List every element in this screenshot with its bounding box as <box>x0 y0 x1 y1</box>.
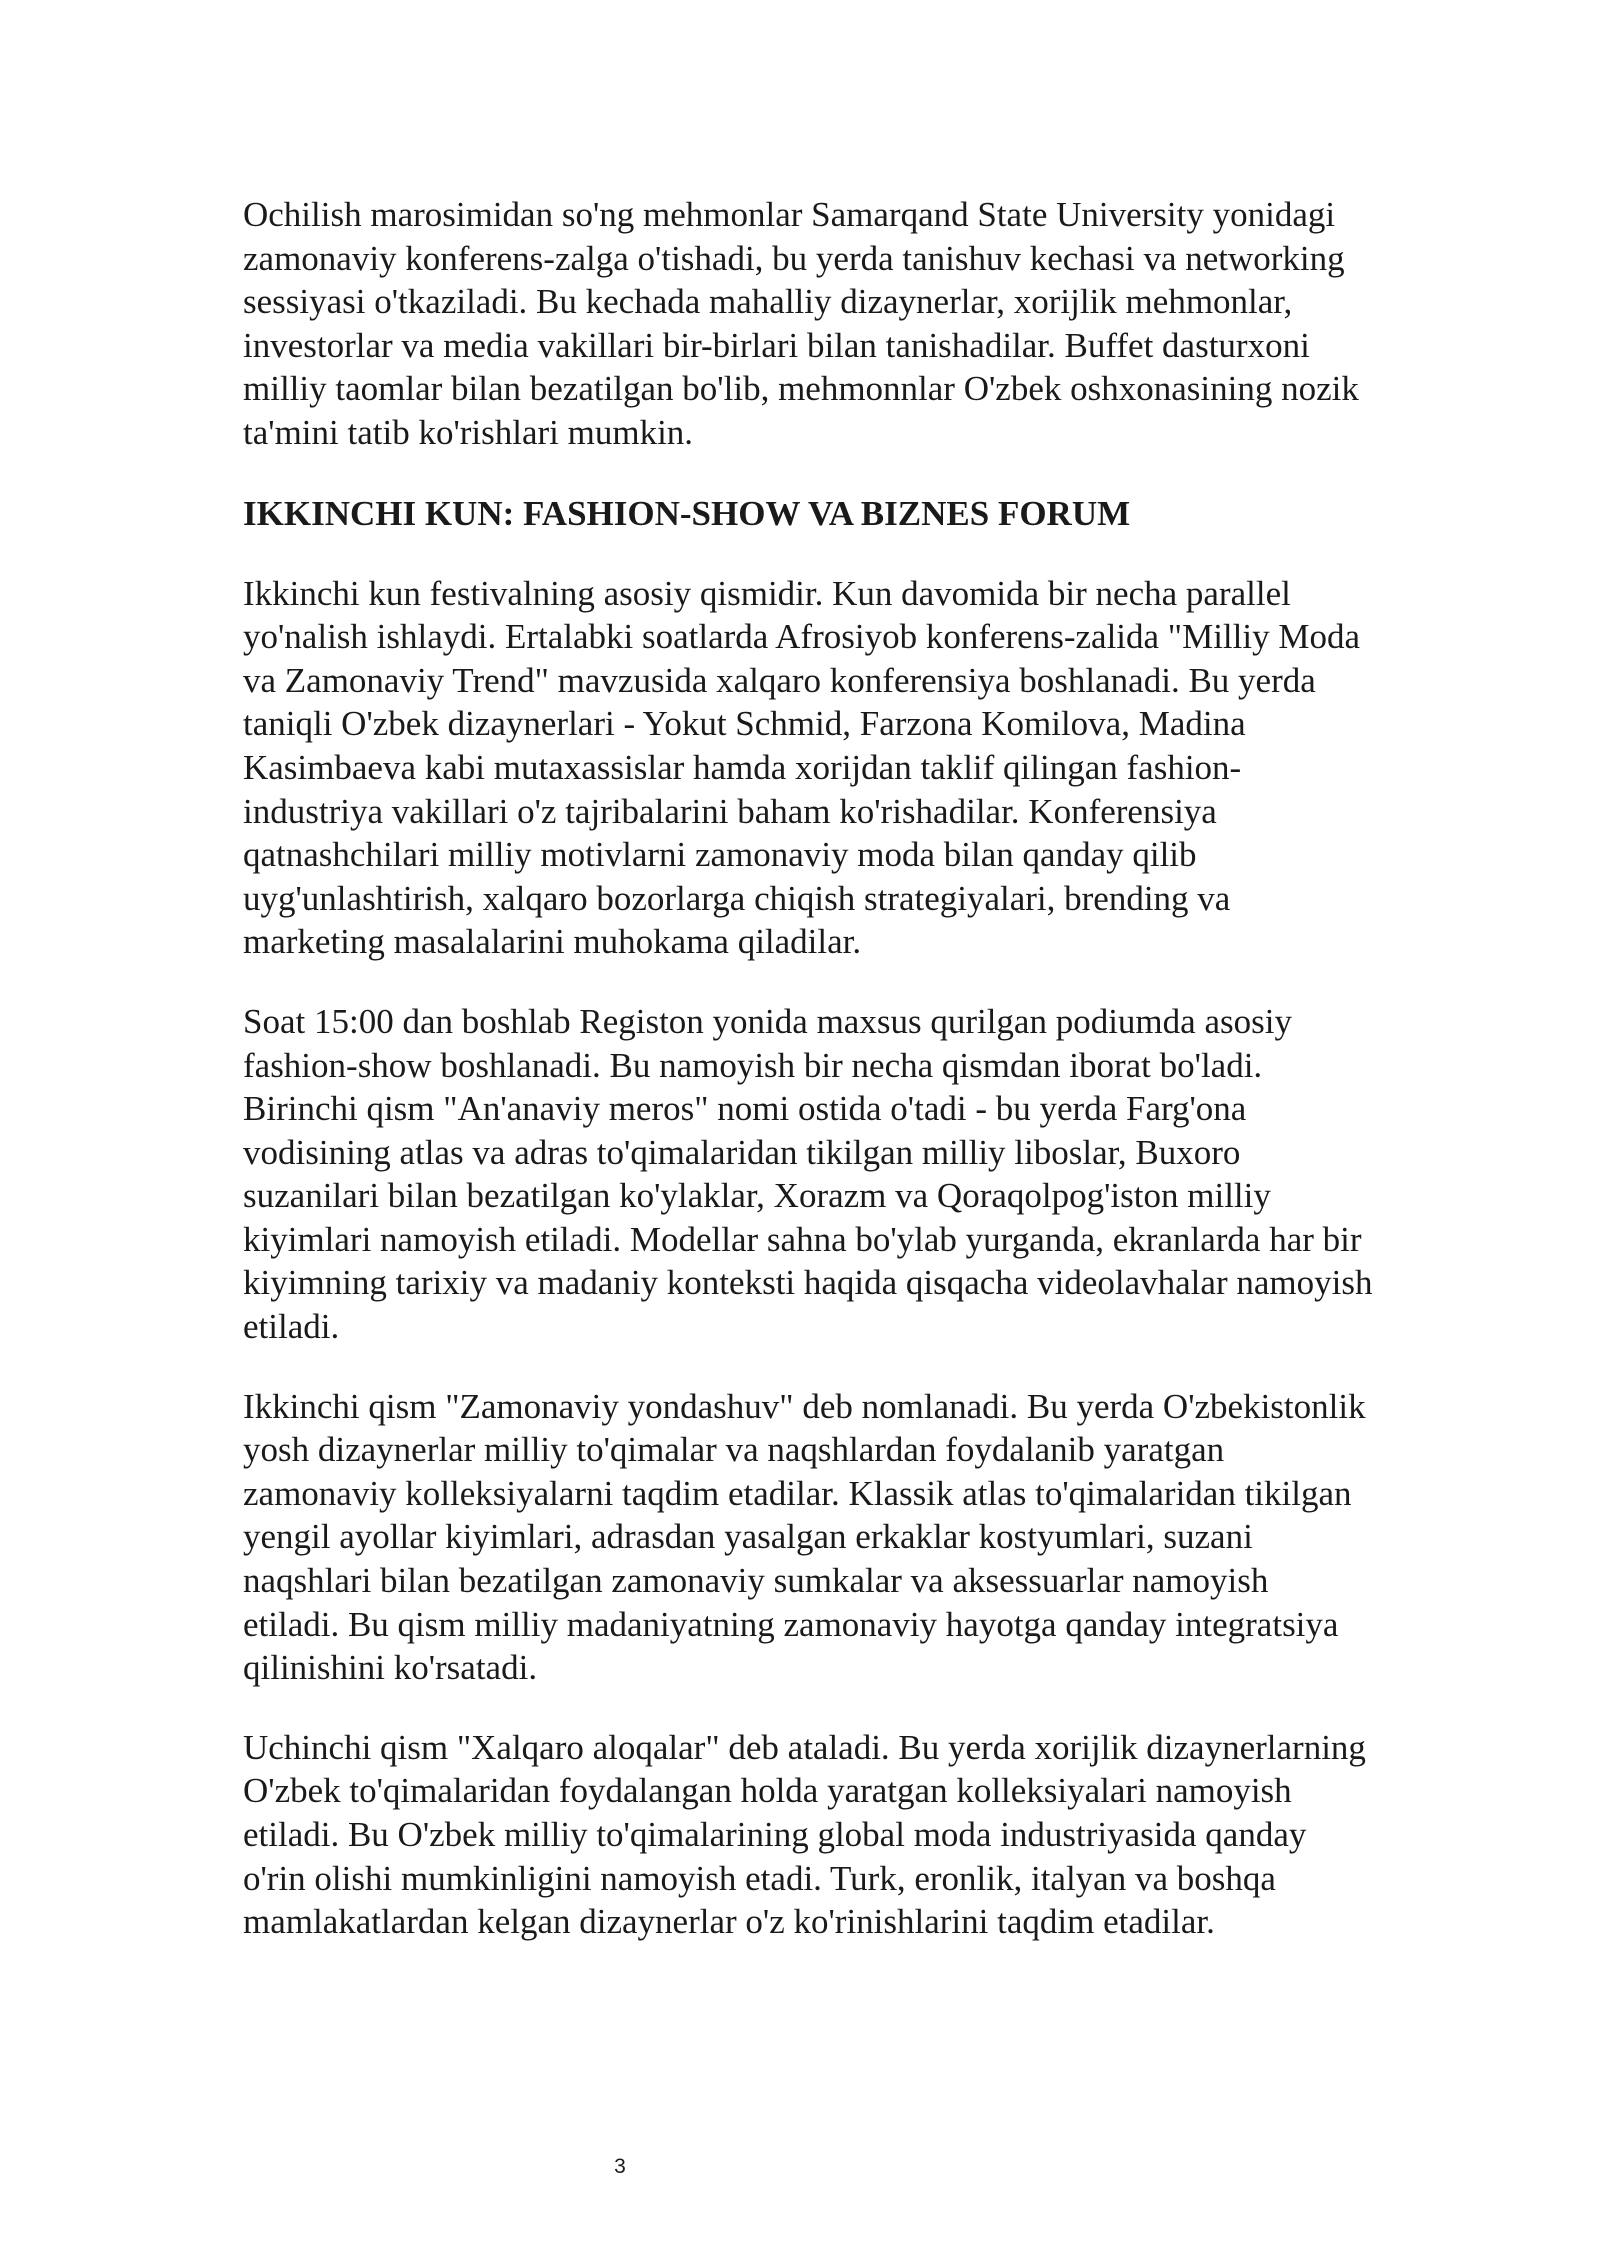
paragraph-modern-approach: Ikkinchi qism "Zamonaviy yondashuv" deb nomlanadi. Bu yerda O'zbekistonlik yosh dizaynerlar milliy to'qimalar va naqshlardan foydalanib yaratgan zamonaviy kolleksiyalarni taqdim etadilar. Klassik atlas to'qimalaridan tikilgan yengil ayollar kiyimlari, adrasdan yasalgan erkaklar kostyumlari, suzani naqshlari bilan bezatilgan zamonaviy sumkalar va aksessuarlar namoyish etiladi. Bu qism milliy madaniyatning zamonaviy hayotga qanday integratsiya qilinishini ko'rsatadi. <box>243 1386 1366 1688</box>
paragraph-international-relations: Uchinchi qism "Xalqaro aloqalar" deb ataladi. Bu yerda xorijlik dizaynerlarning O'zbek to'qimalaridan foydalangan holda yaratgan kolleksiyalari namoyish etiladi. Bu O'zbek milliy to'qimalarining global moda industriyasida qanday o'rin olishi mumkinligini namoyish etadi. Turk, eronlik, italyan va boshqa mamlakatlardan kelgan dizaynerlar o'z ko'rinishlarini taqdim etadilar. <box>243 1727 1366 1942</box>
section-heading: IKKINCHI KUN: FASHION-SHOW VA BIZNES FORUM <box>243 493 1131 533</box>
document-body <box>243 193 1373 1944</box>
page-number: 3 <box>614 2155 626 2178</box>
paragraph-fashion-show: Soat 15:00 dan boshlab Registon yonida maxsus qurilgan podiumda asosiy fashion-show boshlanadi. Bu namoyish bir necha qismdan iborat bo'ladi. Birinchi qism "An'anaviy meros" nomi ostida o'tadi - bu yerda Farg'ona vodisining atlas va adras to'qimalaridan tikilgan milliy liboslar, Buxoro suzanilari bilan bezatilgan ko'ylaklar, Xorazm va Qoraqolpog'iston milliy kiyimlari namoyish etiladi. Modellar sahna bo'ylab yurganda, ekranlarda har bir kiyimning tarixiy va madaniy konteksti haqida qisqacha videolavhalar namoyish etiladi. <box>243 1001 1373 1347</box>
paragraph-networking-evening: Ochilish marosimidan so'ng mehmonlar Samarqand State University yonidagi zamonaviy konferens-zalga o'tishadi, bu yerda tanishuv kechasi va networking sessiyasi o'tkaziladi. Bu kechada mahalliy dizaynerlar, xorijlik mehmonlar, investorlar va media vakillari bir-birlari bilan tanishadilar. Buffet dasturxoni milliy taomlar bilan bezatilgan bo'lib, mehmonnlar O'zbek oshxonasining nozik ta'mini tatib ko'rishlari mumkin. <box>243 195 1359 452</box>
paragraph-conference: Ikkinchi kun festivalning asosiy qismidir. Kun davomida bir necha parallel yo'nalish ishlaydi. Ertalabki soatlarda Afrosiyob konferens-zalida "Milliy Moda va Zamonaviy Trend" mavzusida xalqaro konferensiya boshlanadi. Bu yerda taniqli O'zbek dizaynerlari - Yokut Schmid, Farzona Komilova, Madina Kasimbaeva kabi mutaxassislar hamda xorijdan taklif qilingan fashion-industriya vakillari o'z tajribalarini baham ko'rishadilar. Konferensiya qatnashchilari milliy motivlarni zamonaviy moda bilan qanday qilib uyg'unlashtirish, xalqaro bozorlarga chiqish strategiyalari, brending va marketing masalalarini muhokama qiladilar. <box>243 573 1361 962</box>
